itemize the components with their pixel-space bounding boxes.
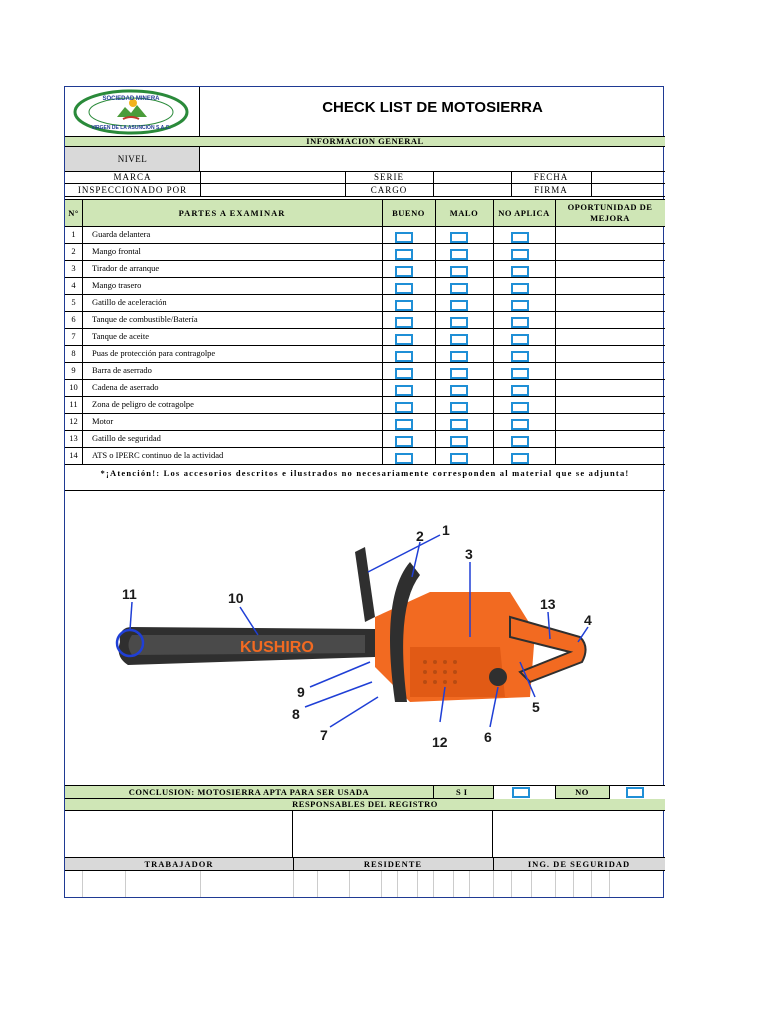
conclusion-no-label: NO — [575, 787, 589, 797]
row-number: 4 — [71, 280, 76, 290]
company-logo-icon — [65, 87, 200, 136]
signature-residente-box[interactable] — [293, 811, 493, 857]
nivel-input[interactable] — [200, 147, 665, 171]
checklist-sheet — [64, 86, 664, 898]
logo — [65, 87, 200, 136]
bar-brand-text: KUSHIRO — [240, 639, 314, 656]
row-part-label: Barra de aserrado — [92, 365, 152, 375]
serie-input[interactable] — [434, 171, 511, 183]
conclusion-si-checkbox[interactable] — [512, 787, 530, 798]
oportunidad-input[interactable] — [556, 363, 665, 379]
row-number: 2 — [71, 246, 76, 256]
table-row — [65, 295, 665, 312]
checkbox-bueno[interactable] — [395, 351, 413, 362]
row-number: 8 — [71, 348, 76, 358]
page-title: CHECK LIST DE MOTOSIERRA — [322, 99, 543, 116]
signature-trabajador-label: TRABAJADOR — [144, 859, 214, 869]
checkbox-no-aplica[interactable] — [511, 436, 529, 447]
oportunidad-input[interactable] — [556, 448, 665, 464]
table-row — [65, 329, 665, 346]
checkbox-bueno[interactable] — [395, 402, 413, 413]
responsables-bar — [65, 799, 665, 811]
row-number: 5 — [71, 297, 76, 307]
header-malo: MALO — [449, 208, 479, 218]
responsables-title: RESPONSABLES DEL REGISTRO — [292, 799, 438, 809]
checkbox-no-aplica[interactable] — [511, 351, 529, 362]
oportunidad-input[interactable] — [556, 295, 665, 311]
callout-6: 6 — [484, 729, 492, 745]
callout-8: 8 — [292, 706, 300, 722]
table-row — [65, 261, 665, 278]
conclusion-si-label: SI — [455, 787, 471, 797]
checkbox-malo[interactable] — [450, 351, 468, 362]
checkbox-no-aplica[interactable] — [511, 300, 529, 311]
checkbox-bueno[interactable] — [395, 266, 413, 277]
checkbox-bueno[interactable] — [395, 334, 413, 345]
oportunidad-input[interactable] — [556, 431, 665, 447]
row-number: 1 — [71, 229, 76, 239]
checkbox-bueno[interactable] — [395, 368, 413, 379]
table-row — [65, 312, 665, 329]
bottom-grid — [65, 871, 665, 897]
row-part-label: Motor — [92, 416, 114, 426]
row-number: 13 — [69, 433, 78, 443]
checkbox-no-aplica[interactable] — [511, 334, 529, 345]
checkbox-bueno[interactable] — [395, 436, 413, 447]
table-row — [65, 397, 665, 414]
section-general-bar — [65, 136, 665, 147]
row-part-label: Tirador de arranque — [92, 263, 160, 273]
nivel-label: NIVEL — [117, 154, 148, 164]
row-part-label: Gatillo de aceleración — [92, 297, 167, 307]
checkbox-no-aplica[interactable] — [511, 368, 529, 379]
row-part-label: ATS o IPERC continuo de la actividad — [92, 450, 224, 460]
oportunidad-input[interactable] — [556, 227, 665, 243]
conclusion-label: CONCLUSION: MOTOSIERRA APTA PARA SER USADA — [128, 787, 370, 797]
table-row — [65, 380, 665, 397]
checkbox-malo[interactable] — [450, 453, 468, 464]
checkbox-no-aplica[interactable] — [511, 419, 529, 430]
row-number: 3 — [71, 263, 76, 273]
marca-row — [65, 171, 665, 184]
oportunidad-input[interactable] — [556, 312, 665, 328]
table-row — [65, 278, 665, 295]
row-number: 9 — [71, 365, 76, 375]
chainsaw-image — [110, 497, 600, 777]
checkbox-no-aplica[interactable] — [511, 385, 529, 396]
row-part-label: Tanque de combustible/Batería — [92, 314, 198, 324]
row-number: 7 — [71, 331, 76, 341]
conclusion-row — [65, 785, 665, 799]
checkbox-malo[interactable] — [450, 317, 468, 328]
callout-2: 2 — [416, 528, 424, 544]
cargo-label: CARGO — [370, 185, 408, 195]
row-part-label: Tanque de aceite — [92, 331, 149, 341]
checkbox-bueno[interactable] — [395, 453, 413, 464]
row-number: 11 — [69, 399, 78, 409]
signature-seguridad-label: ING. DE SEGURIDAD — [527, 859, 631, 869]
fecha-input[interactable] — [592, 171, 665, 183]
callout-1: 1 — [442, 522, 450, 538]
table-row — [65, 431, 665, 448]
checkbox-malo[interactable] — [450, 385, 468, 396]
serie-label: SERIE — [373, 172, 404, 182]
signature-residente-label: RESIDENTE — [363, 859, 423, 869]
checkbox-no-aplica[interactable] — [511, 266, 529, 277]
table-header — [65, 199, 665, 227]
oportunidad-input[interactable] — [556, 261, 665, 277]
checkbox-no-aplica[interactable] — [511, 402, 529, 413]
items-table — [65, 227, 665, 465]
fecha-label: FECHA — [533, 172, 569, 182]
table-row — [65, 346, 665, 363]
attention-note: *¡Atención!: Los accesorios descritos e ilustrados no necesariamente corresponden al material que se adjunta! — [100, 468, 630, 478]
oportunidad-input[interactable] — [556, 380, 665, 396]
checkbox-malo[interactable] — [450, 368, 468, 379]
checkbox-bueno[interactable] — [395, 419, 413, 430]
header-bueno: BUENO — [392, 208, 425, 218]
oportunidad-input[interactable] — [556, 397, 665, 413]
nivel-label-cell — [65, 147, 200, 171]
checkbox-no-aplica[interactable] — [511, 232, 529, 243]
row-part-label: Gatillo de seguridad — [92, 433, 161, 443]
checkbox-bueno[interactable] — [395, 385, 413, 396]
inspeccionado-row — [65, 184, 665, 197]
row-number: 14 — [69, 450, 78, 460]
checkbox-malo[interactable] — [450, 232, 468, 243]
conclusion-no-checkbox[interactable] — [626, 787, 644, 798]
checkbox-no-aplica[interactable] — [511, 249, 529, 260]
checkbox-no-aplica[interactable] — [511, 453, 529, 464]
callout-3: 3 — [465, 546, 473, 562]
oportunidad-input[interactable] — [556, 346, 665, 362]
row-part-label: Zona de peligro de cotragolpe — [92, 399, 194, 409]
table-row — [65, 363, 665, 380]
checkbox-malo[interactable] — [450, 334, 468, 345]
callout-5: 5 — [532, 699, 540, 715]
oportunidad-input[interactable] — [556, 278, 665, 294]
row-number: 6 — [71, 314, 76, 324]
signature-labels-row — [65, 857, 665, 871]
checkbox-malo[interactable] — [450, 300, 468, 311]
checkbox-bueno[interactable] — [395, 232, 413, 243]
checkbox-no-aplica[interactable] — [511, 283, 529, 294]
checkbox-malo[interactable] — [450, 283, 468, 294]
oportunidad-input[interactable] — [556, 244, 665, 260]
callout-11: 11 — [122, 586, 137, 602]
header-no-aplica: NO APLICA — [498, 208, 550, 218]
checkbox-malo[interactable] — [450, 436, 468, 447]
chainsaw-illustration-icon — [110, 497, 600, 777]
row-number: 12 — [69, 416, 78, 426]
table-row — [65, 414, 665, 431]
inspeccionado-input[interactable] — [201, 184, 345, 196]
checkbox-malo[interactable] — [450, 249, 468, 260]
checkbox-malo[interactable] — [450, 419, 468, 430]
row-part-label: Mango frontal — [92, 246, 141, 256]
inspeccionado-label: INSPECCIONADO POR — [77, 185, 188, 195]
row-part-label: Puas de protección para contragolpe — [92, 348, 216, 358]
checkbox-malo[interactable] — [450, 402, 468, 413]
callout-4: 4 — [584, 612, 592, 628]
header-num: N° — [68, 208, 79, 218]
logo-top-text: SOCIEDAD MINERA — [102, 96, 160, 102]
table-row — [65, 227, 665, 244]
cargo-input[interactable] — [434, 184, 511, 196]
signature-trabajador-box[interactable] — [65, 811, 293, 857]
table-row — [65, 244, 665, 261]
table-row — [65, 448, 665, 465]
checkbox-bueno[interactable] — [395, 249, 413, 260]
header-parts: PARTES A EXAMINAR — [178, 208, 286, 218]
callout-7: 7 — [320, 727, 328, 743]
checkbox-no-aplica[interactable] — [511, 317, 529, 328]
oportunidad-input[interactable] — [556, 329, 665, 345]
row-part-label: Cadena de aserrado — [92, 382, 159, 392]
checkbox-bueno[interactable] — [395, 300, 413, 311]
logo-bottom-text: VIRGEN DE LA ASUNCION S.A.C. — [91, 125, 171, 131]
row-part-label: Guarda delantera — [92, 229, 151, 239]
header-oportunidad: OPORTUNIDAD DE MEJORA — [567, 202, 653, 223]
callout-9: 9 — [297, 684, 305, 700]
checkbox-bueno[interactable] — [395, 283, 413, 294]
checkbox-bueno[interactable] — [395, 317, 413, 328]
marca-label: MARCA — [113, 172, 152, 182]
callout-13: 13 — [540, 596, 556, 612]
marca-input[interactable] — [201, 171, 345, 183]
checkbox-malo[interactable] — [450, 266, 468, 277]
row-number: 10 — [69, 382, 78, 392]
section-general-title: INFORMACION GENERAL — [306, 136, 424, 146]
row-part-label: Mango trasero — [92, 280, 142, 290]
signature-seguridad-box[interactable] — [493, 811, 665, 857]
callout-12: 12 — [432, 734, 448, 750]
callout-10: 10 — [228, 590, 244, 606]
firma-label: FIRMA — [534, 185, 568, 195]
firma-input[interactable] — [592, 184, 665, 196]
oportunidad-input[interactable] — [556, 414, 665, 430]
